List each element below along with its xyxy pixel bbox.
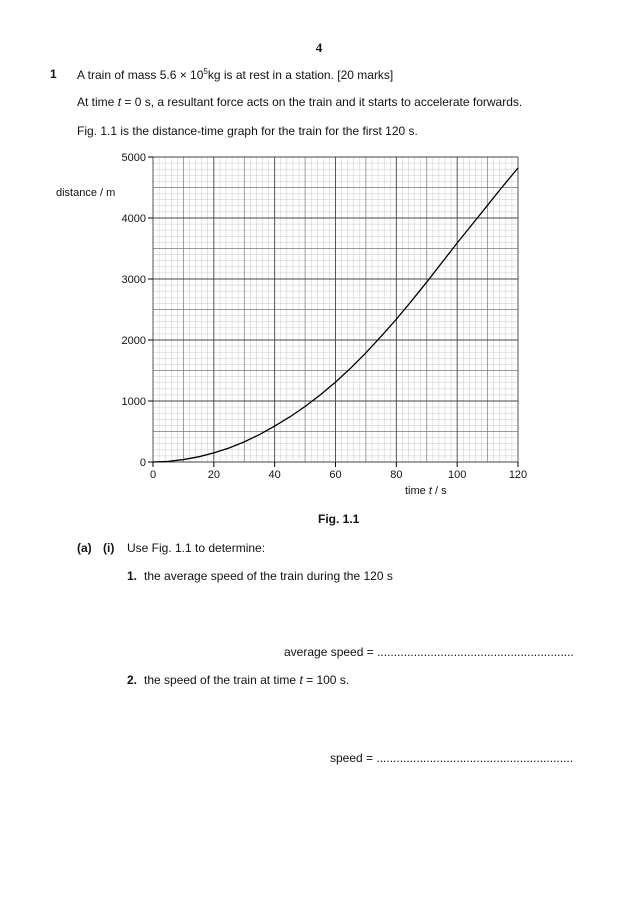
item-1-text: the average speed of the train during the 120 s xyxy=(144,569,393,583)
item-1-number: 1. xyxy=(127,569,138,583)
page-number: 4 xyxy=(315,40,323,55)
item-2-text-prefix: the speed of the train at time xyxy=(144,673,300,687)
item-2-text-suffix: = 100 s. xyxy=(302,673,350,687)
x-tick-label: 60 xyxy=(329,469,342,481)
speed-dots: ........................................................... xyxy=(376,751,574,765)
item-2-number: 2. xyxy=(127,673,138,687)
question-line-1-exponent: 5 xyxy=(203,67,208,76)
question-line-2-var: t xyxy=(117,95,122,109)
y-tick-label: 2000 xyxy=(121,335,146,347)
x-axis-label-suffix: / s xyxy=(431,485,447,497)
y-tick-label: 0 xyxy=(139,457,146,469)
speed-label: speed = xyxy=(330,751,377,765)
speed-answer-line xyxy=(330,751,573,765)
part-a-prompt: Use Fig. 1.1 to determine: xyxy=(127,541,266,555)
part-a-sub-label: (i) xyxy=(103,541,115,555)
question-line-1-suffix: kg is at rest in a station. [20 marks] xyxy=(207,68,394,82)
average-speed-label: average speed = xyxy=(284,645,378,659)
x-tick-label: 20 xyxy=(207,469,220,481)
x-axis-label xyxy=(405,485,447,497)
question-line-2-prefix: At time xyxy=(77,95,118,109)
x-tick-label: 100 xyxy=(447,469,467,481)
y-tick-label: 3000 xyxy=(121,274,146,286)
y-tick-label: 5000 xyxy=(121,152,146,164)
part-a-label: (a) xyxy=(77,541,92,555)
item-2-text-var: t xyxy=(299,673,303,687)
question-line-2-suffix: = 0 s, a resultant force acts on the train and it starts to accelerate forwards. xyxy=(121,95,523,109)
x-tick-label: 40 xyxy=(268,469,281,481)
y-axis-label: distance / m xyxy=(56,187,116,199)
item-2-text xyxy=(144,673,349,687)
figure-caption: Fig. 1.1 xyxy=(318,512,360,526)
question-line-3: Fig. 1.1 is the distance-time graph for the train for the first 120 s. xyxy=(77,124,418,138)
x-axis-label-var: t xyxy=(428,485,432,497)
average-speed-dots: ........................................................... xyxy=(377,645,574,659)
x-axis-label-prefix: time xyxy=(405,485,429,497)
y-tick-label: 1000 xyxy=(121,396,146,408)
x-tick-label: 0 xyxy=(149,469,157,481)
question-number: 1 xyxy=(50,67,57,81)
x-tick-label: 80 xyxy=(390,469,403,481)
y-tick-label: 4000 xyxy=(121,213,146,225)
question-line-1-prefix: A train of mass 5.6 × 10 xyxy=(77,68,204,82)
average-speed-answer-line xyxy=(284,645,574,659)
x-tick-label: 120 xyxy=(508,469,528,481)
